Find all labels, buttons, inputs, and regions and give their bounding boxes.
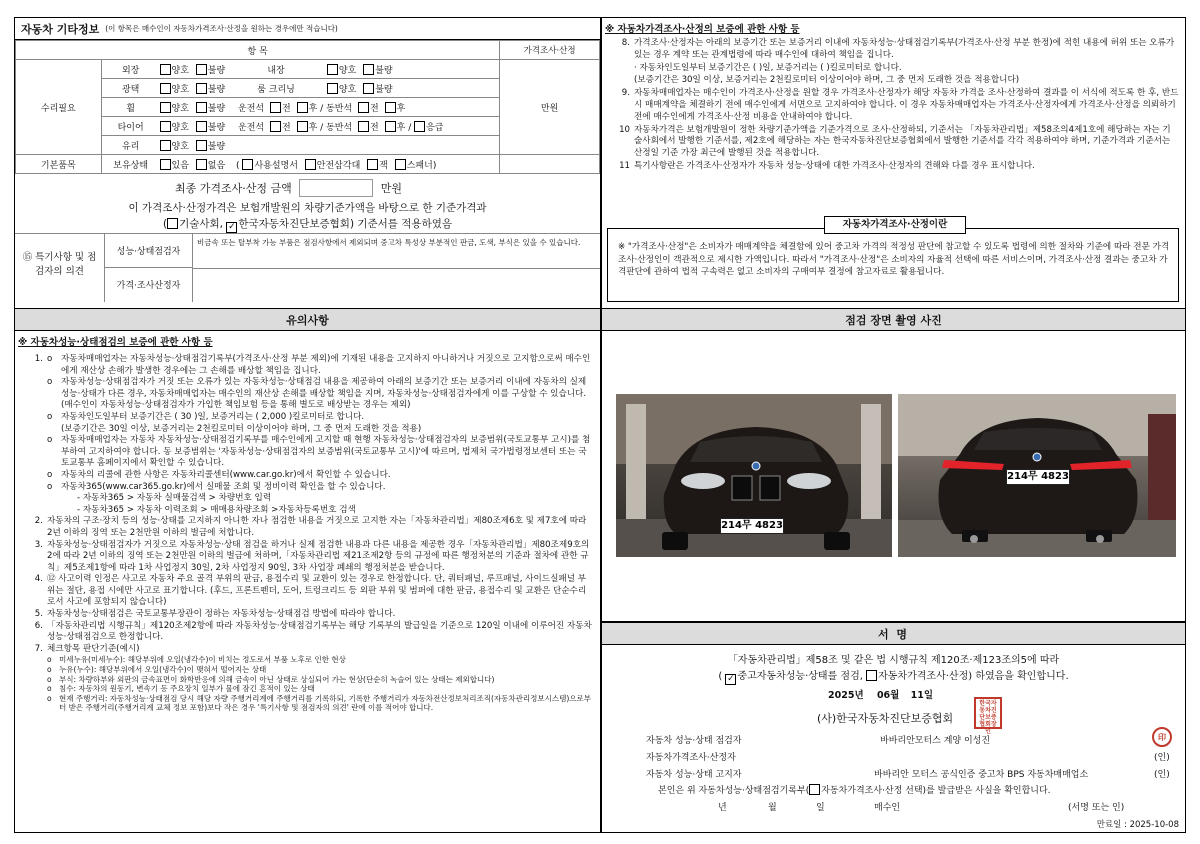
- triangle-checkbox[interactable]: [305, 159, 316, 170]
- sig-buyer-sign: (서명 또는 인): [1068, 803, 1125, 813]
- final-price-row: [175, 179, 402, 197]
- sig-statement-2: ( ✓ 중고자동차성능·상태를 점검, 자동차가격조사·산정) 하였음을 확인합니다.: [718, 671, 1069, 684]
- notice-item-1-line: [47, 412, 594, 424]
- tire-pass-front-checkbox[interactable]: [358, 121, 369, 132]
- notice-item-number: 3.: [34, 539, 43, 550]
- criteria-item: [47, 675, 594, 685]
- room-bad-label: 불량: [375, 84, 393, 95]
- final-price-block: [15, 174, 600, 234]
- sig-date-day: 11일: [910, 690, 934, 701]
- sig-opt-price-checkbox[interactable]: [866, 670, 877, 681]
- glass-good-checkbox[interactable]: [160, 140, 171, 151]
- basis-tail: 기준서를 적용하였음: [357, 218, 452, 230]
- notice-item-text: 「자동차관리법 시행규칙」제120조제2항에 따라 자동차성능·상태점검기록부는 해당 기록부의 발급일을 기준으로 120일 이내에 이루어진 자동차 성능·상태점검으로 한정합니다.: [47, 620, 592, 643]
- sig-notifier-value: 바바리안 모터스 공식인증 중고차 BPS 자동차매매업소: [874, 770, 1089, 780]
- signature-panel: [601, 622, 1186, 833]
- possession-label: 보유상태: [113, 160, 149, 171]
- basic-have-label: 있음: [171, 160, 189, 171]
- basis-line: 이 가격조사·산정가격은 보험개발원의 차량기준가액을 바탕으로 한 기준가격과: [128, 202, 487, 214]
- interior-good-checkbox[interactable]: [327, 64, 338, 75]
- notice-bullet: [47, 424, 61, 436]
- wheel-good-checkbox[interactable]: [160, 102, 171, 113]
- notice-bullet: o: [47, 411, 53, 422]
- notice-item: [29, 609, 594, 621]
- perf-inspector-note: 비금속 또는 탈부착 가능 부품은 점검사항에서 제외되며 중고차 특성상 부분적인 판금, 도색, 부식은 있을 수 있습니다.: [197, 238, 581, 247]
- notice-item-number: 2.: [34, 516, 43, 527]
- tire-good-label: 양호: [171, 122, 189, 133]
- other-info-title: 자동차 기타정보: [21, 22, 100, 36]
- notice-item-1-text: 자동차인도일부터 보증기간은 ( 30 )일, 보증거리는 ( 2,000 )킬로미터로 합니다.: [61, 411, 365, 422]
- row-basic: 보유상태 있음 없음 ( 사용설명서 안전삼각대 잭 스패너): [101, 155, 500, 174]
- gloss-good-label: 양호: [171, 84, 189, 95]
- row-glass: [101, 136, 500, 155]
- price-warranty-item: [608, 125, 1179, 160]
- sig-statement-1: 「자동차관리법」제58조 및 같은 법 시행규칙 제120조·제123조의5에 따라: [727, 655, 1060, 666]
- interior-label: 내장: [267, 65, 285, 76]
- price-warranty-item-text: 자동차매매업자는 매수인이 가격조사·산정을 원할 경우 가격조사·산정자가 해당 자동차 가격을 조사·산정하여 결과를 이 서식에 적도록 한 후, 반드시 매매계약을 체결하기 전에 매수인에게 서면으로 고지하여야 합니다. 이 경우 자동차매매업자는 가격조사·산정자에게 가격조사·산정을 의뢰하기 전에 매수인에게 가격조사·산정 비용을 안내하여야 합니다.: [634, 88, 1179, 122]
- sig-opt-inspection-checkbox[interactable]: ✓: [727, 674, 735, 684]
- special-block: [15, 234, 600, 302]
- rear-plate: 214무 4823: [1006, 469, 1070, 485]
- row-tire: 타이어 양호 불량 운전석 전 후 / 동반석 전 후 / 응급: [101, 117, 500, 136]
- wheel-rear-label: 후: [308, 103, 318, 114]
- price-warranty-item-number: 11: [619, 160, 630, 171]
- glass-bad-checkbox[interactable]: [196, 140, 207, 151]
- glass-good-label: 양호: [171, 141, 189, 152]
- basic-none-label: 없음: [207, 160, 226, 171]
- price-warranty-item-number: [608, 75, 634, 87]
- other-info-note: (이 항목은 매수인이 자동차가격조사·산정을 원하는 경우에만 적습니다): [105, 24, 338, 33]
- gloss-bad-label: 불량: [207, 84, 226, 95]
- price-warranty-title: ※ 자동차가격조사·산정의 보증에 관한 사항 등: [605, 24, 800, 35]
- notice-title: ※ 자동차성능·상태점검의 보증에 관한 사항 등: [18, 337, 213, 348]
- gloss-good-checkbox[interactable]: [160, 83, 171, 94]
- price-warranty-item-text: (보증기간은 30일 이상, 보증거리는 2천킬로미터 이상이어야 하며, 그 중 먼저 도래한 것을 적용합니다): [634, 75, 1020, 86]
- sig-expiry: 만료일 : 2025-10-08: [1096, 820, 1179, 830]
- sig-opt-price-label: 자동차가격조사·산정): [878, 671, 973, 682]
- notice-item-number: 5.: [34, 609, 43, 620]
- sig-buyer-label: 매수인: [874, 803, 901, 813]
- criteria-text: 누유(누수): 해당부위에서 오일(냉각수)이 맺혀서 떨어지는 상태: [59, 665, 267, 675]
- notice-item-text: ⑫ 사고이력 인정은 사고로 자동차 주요 골격 부위의 판금, 용접수리 및 교환이 있는 경우로 한정합니다. 단, 쿼터패널, 루프패널, 사이드실패널 부위는 절단, 용접 시에만 사고로 표기합니다. (후드, 프론트펜더, 도어, 트렁크리드 등 외판 부위 및 범퍼에 대한 판금, 용접수리 및 교환은 단순수리로서 사고에 포함되지 않습니다): [47, 574, 587, 608]
- sig-date-year: 2025년: [828, 690, 864, 701]
- tire-rear-label: 후: [308, 122, 318, 133]
- gloss-bad-checkbox[interactable]: [196, 83, 207, 94]
- wheel-good-label: 양호: [171, 103, 189, 114]
- notice-item-number: 6.: [34, 620, 43, 631]
- notice-item-1-lines: [47, 354, 594, 493]
- unit-man: 만원: [500, 60, 600, 155]
- final-price-unit: 만원: [380, 182, 403, 195]
- notice-bullet: o: [47, 354, 53, 364]
- sig-row-inspector: [646, 733, 1171, 746]
- other-info-header: [15, 18, 600, 40]
- interior-good-label: 양호: [338, 65, 357, 76]
- price-warranty-item: [608, 38, 1179, 62]
- criteria-bullet: o: [47, 684, 52, 694]
- front-car-photo: [616, 394, 892, 557]
- sig-notifier-label: 자동차 성능·상태 고지자: [646, 770, 742, 780]
- price-warranty-panel: [601, 17, 1186, 310]
- price-warranty-item: [608, 63, 1179, 75]
- basis-kaida-checkbox[interactable]: ✓: [228, 222, 236, 232]
- price-warranty-item-text: · 자동차인도일부터 보증기간은 ( )일, 보증거리는 ( )킬로미터로 합니다.: [634, 62, 902, 73]
- price-warranty-item-number: 9.: [621, 88, 630, 99]
- sig-row-price: [646, 750, 1171, 763]
- basis-kaida-label: 한국자동차진단보증협회: [238, 218, 350, 230]
- wheel-bad-checkbox[interactable]: [196, 102, 207, 113]
- notice-bullet: o: [47, 377, 53, 388]
- tire-driver-label: 운전석: [238, 122, 265, 133]
- notice-item-text: 체크항목 판단기준(예시): [47, 643, 140, 654]
- notice-body: [15, 348, 600, 713]
- interior-bad-label: 불량: [375, 65, 393, 76]
- sig-org-stamp: 한국자동차진단보증협회장인: [974, 697, 1002, 729]
- spanner-checkbox[interactable]: [395, 159, 406, 170]
- wheel-pass-rear-checkbox[interactable]: [385, 102, 396, 113]
- notice-item: [29, 574, 594, 609]
- tire-emergency-label: 응급: [426, 122, 444, 133]
- wheel-label: 휠: [126, 103, 135, 114]
- sig-row-notifier: [646, 767, 1171, 780]
- price-warranty-items: [602, 35, 1185, 173]
- price-warranty-item-text: 자동차가격은 보험개발원이 정한 차량기준가액을 기준가격으로 조사·산정하되, 기준서는 「자동차관리법」제58조의4제1호에 해당하는 자는 기술사회에서 발행한 기준서를, 제2호에 해당하는 자는 한국자동차진단보증협회에서 발행한 기준서를 각각 적용하여야 하며, 기준가격과 기준서는 산정일 기준 가장 최근에 발행된 것을 적용합니다.: [634, 124, 1171, 159]
- sig-inspector-label: 자동차 성능·상태 점검자: [646, 736, 742, 746]
- notice-item-1-text: 자동차매매업자는 자동차 자동차성능·상태점검기록부를 매수인에게 고지할 때 현행 자동차성능·상태점검자의 보증범위(국토교통부 고시)를 첨부하여 고지하여야 합니다. 동 보증범위는 '자동차성능·상태점검자의 보증범위(국토교통부 고시)'에 따르며, 법제처 국가법령정보센터 또는 국토교통부 홈페이지에서 확인할 수 있습니다.: [61, 435, 591, 469]
- exterior-bad-checkbox[interactable]: [196, 64, 207, 75]
- notice-path-2: - 자동차365 > 자동차 이력조회 > 매매용차량조회 >자동차등록번호 검색: [77, 504, 356, 515]
- manual-checkbox[interactable]: [242, 159, 253, 170]
- price-definition-box: [607, 228, 1179, 302]
- basis-options: ( 기술사회, ✓ 한국자동차진단보증협회) 기준서를 적용하였음: [162, 218, 452, 232]
- tire-pass-rear-label: 후: [396, 122, 406, 133]
- notice-item-number: 4.: [34, 574, 43, 585]
- notice-bullet: o: [47, 469, 53, 480]
- notice-item-1-line: [47, 435, 594, 470]
- notice-item-1-line: [47, 482, 594, 494]
- notice-item-text: 자동차성능·상태점검은 국토교통부장관이 정하는 자동차성능·상태점검 방법에 따라야 합니다.: [47, 609, 396, 620]
- photo-header: 점검 장면 촬영 사진: [602, 309, 1185, 331]
- basis-engineer-label: 기술사회: [179, 218, 220, 230]
- tire-emergency-checkbox[interactable]: [414, 121, 425, 132]
- tire-bad-label: 불량: [207, 122, 226, 133]
- tire-label: 타이어: [117, 122, 144, 133]
- notice-bullet: o: [47, 435, 53, 446]
- notice-item: [29, 540, 594, 575]
- row-wheel: [101, 98, 500, 117]
- room-clean-label: 룸 크리닝: [257, 84, 295, 95]
- wheel-pass-front-checkbox[interactable]: [358, 102, 369, 113]
- room-bad-checkbox[interactable]: [363, 83, 374, 94]
- glass-bad-label: 불량: [207, 141, 226, 152]
- sig-notifier-seal: (인): [1154, 770, 1170, 780]
- sig-org: (사)한국자동차진단보증협회: [817, 712, 954, 725]
- tire-passenger-label: / 동반석: [320, 122, 353, 133]
- price-warranty-item-number: 8.: [621, 38, 630, 48]
- notice-criteria: [29, 655, 594, 713]
- triangle-label: 안전삼각대: [316, 160, 361, 171]
- wheel-driver-label: 운전석: [238, 103, 265, 114]
- notice-item-1-number: 1.: [34, 354, 43, 364]
- notice-item-1-text: 자동차의 리콜에 관한 사항은 자동차리콜센터(www.car.go.kr)에서 확인할 수 있습니다.: [61, 469, 391, 480]
- notice-item-1-line: [47, 377, 594, 412]
- interior-bad-checkbox[interactable]: [363, 64, 374, 75]
- notice-item: [29, 621, 594, 644]
- sig-buyer-year: 년: [718, 803, 727, 813]
- price-warranty-item-number: 10: [619, 124, 630, 135]
- spanner-label: 스패너: [406, 160, 433, 171]
- tire-driver-front-checkbox[interactable]: [270, 121, 281, 132]
- rear-car-photo: [898, 394, 1176, 557]
- tire-good-checkbox[interactable]: [160, 121, 171, 132]
- criteria-text: 침수: 자동차의 원동기, 변속기 등 주요장치 일부가 물에 잠긴 흔적이 있는 상태: [59, 684, 315, 694]
- final-price-label: 최종 가격조사·산정 금액: [175, 182, 292, 195]
- wheel-pass-front-label: 전: [370, 103, 379, 114]
- exterior-bad-label: 불량: [207, 65, 226, 76]
- glass-label: 유리: [121, 141, 140, 152]
- notice-bullet: o: [47, 481, 53, 492]
- front-plate: 214무 4823: [720, 518, 784, 534]
- sig-date: [828, 687, 933, 701]
- sig-price-seal: (인): [1154, 753, 1170, 763]
- tire-pass-rear-checkbox[interactable]: [385, 121, 396, 132]
- jack-label: 잭: [379, 160, 388, 171]
- tire-driver-rear-checkbox[interactable]: [297, 121, 308, 132]
- special-label: ⑮ 특기사항 및 점검자의 의견: [15, 234, 105, 302]
- col-price-header: 가격조사·산정: [500, 41, 600, 60]
- price-warranty-item-number: [608, 63, 634, 75]
- notice-item-1-line: [47, 424, 594, 436]
- sig-confirm: [658, 783, 1051, 796]
- basis-engineer-checkbox[interactable]: [167, 218, 178, 229]
- other-info-table: [15, 40, 600, 174]
- price-warranty-item: [608, 75, 1179, 87]
- row-gloss: [101, 79, 500, 98]
- wheel-passenger-label: / 동반석: [320, 103, 353, 114]
- notice-item-1-line: [47, 470, 594, 482]
- tire-front-label: 전: [282, 122, 291, 133]
- sig-confirm-checkbox[interactable]: [809, 784, 820, 795]
- criteria-bullet: o: [47, 674, 52, 684]
- sig-buyer-month: 월: [768, 803, 777, 813]
- price-definition-title: 자동차가격조사·산정이란: [824, 216, 966, 234]
- price-warranty-item-text: 가격조사·산정자는 아래의 보증기간 또는 보증거리 이내에 자동차성능·상태점검기록부(가격조사·산정 부분 한정)에 적힌 내용에 허위 또는 오류가 있는 경우 계약 또는 관계법령에 따라 매수인에 대하여 책임을 집니다.: [634, 38, 1175, 60]
- notice-items: [29, 516, 594, 655]
- tire-bad-checkbox[interactable]: [196, 121, 207, 132]
- col-item-header: 항 목: [16, 41, 500, 60]
- repair-label: 수리필요: [16, 60, 102, 155]
- price-warranty-item-text: 특기사항란은 가격조사·산정자가 자동차 성능·상태에 대한 가격조사·산정자의 견해와 다를 경우 표시합니다.: [634, 160, 1035, 171]
- wheel-pass-rear-label: 후: [396, 103, 406, 114]
- notice-item-1-text: 자동차매매업자는 자동차성능·상태점검기록부(가격조사·산정 부분 제외)에 기재된 내용을 고지하지 아니하거나 거짓으로 고지함으로써 매수인에게 재산상 손해가 발생한 경우에는 그 손해를 배상할 책임을 집니다.: [61, 354, 591, 376]
- sig-price-label: 자동차가격조사·산정자: [646, 753, 736, 763]
- row-exterior: [101, 60, 500, 79]
- criteria-text: 미세누유(미세누수): 해당부위에 오일(냉각수)이 비치는 정도로서 부품 노후로 인한 현상: [59, 655, 346, 665]
- wheel-front-label: 전: [282, 103, 291, 114]
- wheel-driver-rear-checkbox[interactable]: [297, 102, 308, 113]
- notice-item-1-text: 자동차성능·상태점검자가 거짓 또는 오류가 있는 자동차성능·상태점검 내용을 제공하여 아래의 보증기간 또는 보증거리 이내에 자동차의 실제 성능·상태가 다른 경우, 자동차매매업자는 매수인의 재산상 손해를 배상할 책임을 지며, 자동차성능·상태점검자에게 이를 구상할 수 있습니다.(매수인이 자동차성능·상태점검자가 가입한 책임보험 등을 통해 별도로 배상받는 경우는 제외): [61, 377, 587, 411]
- price-definition-text: ※ "가격조사·산정"은 소비자가 매매계약을 체결함에 있어 중고차 가격의 적정성 판단에 참고할 수 있도록 법령에 의한 절차와 기준에 따라 전문 가격조사·산정인이 객관적으로 제시한 가액입니다. 따라서 "가격조사·산정"은 소비자의 자율적 선택에 따른 서비스이며, 가격조사·산정 결과는 중고차 가격판단에 관하여 법적 구속력은 없고 소비자의 구매여부 결정에 참고자료로 활용됩니다.: [618, 242, 1170, 277]
- perf-inspector-label: 성능·상태점검자: [105, 234, 193, 268]
- criteria-bullet: o: [47, 665, 52, 675]
- room-good-label: 양호: [338, 84, 357, 95]
- exterior-good-checkbox[interactable]: [160, 64, 171, 75]
- notice-item-1-text: 자동차365(www.car365.go.kr)에서 실매물 조회 및 정비이력 확인을 할 수 있습니다.: [61, 481, 386, 492]
- manual-label: 사용설명서: [254, 160, 298, 171]
- sig-statement-tail: 하였음을 확인합니다.: [975, 671, 1069, 682]
- criteria-text: 부식: 차량하부와 외판의 금속표면이 화학반응에 의해 금속이 아닌 상태로 상실되어 가는 현상(단순히 녹슬어 있는 상태는 제외합니다): [59, 674, 495, 684]
- criteria-item: [47, 665, 594, 675]
- sig-opt-inspection-label: 중고자동차성능·상태를 점검,: [737, 671, 863, 682]
- criteria-bullet: o: [47, 693, 52, 703]
- criteria-text: 현재 주행거리: 자동차성능·상태점검 당시 해당 자량 주행거리계에 주행거리를 기록하되, 기록한 주행거리가 자동차전산정보처리조직(자동차관리정보시스템)으로부터 받은 주행거리(주행거리계 교체 정보 포함)보다 작은 경우 '특기사항 및 점검자의 의견' 란에 이를 적어야 합니다.: [59, 693, 592, 713]
- sig-confirm-b: 자동차가격조사·산정 선택)를 발급받은 사실을 확인합니다.: [821, 786, 1051, 796]
- wheel-driver-front-checkbox[interactable]: [270, 102, 281, 113]
- tire-pass-front-label: 전: [370, 122, 379, 133]
- price-warranty-item: [608, 88, 1179, 123]
- criteria-item: [47, 655, 594, 665]
- sig-inspector-seal-icon: 印: [1152, 727, 1172, 747]
- sig-date-month: 06월: [876, 690, 900, 701]
- sig-inspector-value: 바바리안모터스 계양 이성진: [880, 736, 991, 746]
- notice-item-text: 자동차의 구조·장치 등의 성능·상태를 고지하지 아니한 자나 점검한 내용을 거짓으로 고지한 자는「자동차관리법」제80조제6호 및 제7호에 따라 2년 이하의 징역 또는 2천만원 이하의 벌금에 처합니다.: [47, 516, 587, 538]
- room-good-checkbox[interactable]: [327, 83, 338, 94]
- final-price-input[interactable]: [299, 179, 373, 197]
- criteria-bullet: o: [47, 655, 52, 665]
- notice-panel: [14, 308, 601, 833]
- sig-buyer-day: 일: [816, 803, 825, 813]
- notice-item-1-line: [47, 354, 594, 377]
- notice-item-1-text: (보증기간은 30일 이상, 보증거리는 2천킬로미터 이상이어야 하며, 그 중 먼저 도래한 것을 적용): [61, 423, 422, 434]
- basic-price-cell: [500, 155, 600, 174]
- notice-header: 유의사항: [15, 309, 600, 331]
- criteria-item: [47, 684, 594, 694]
- other-info-panel: [14, 17, 601, 310]
- notice-item: [29, 516, 594, 539]
- wheel-bad-label: 불량: [207, 103, 226, 114]
- gloss-label: 광택: [121, 84, 140, 95]
- exterior-label: 외장: [121, 65, 140, 76]
- exterior-good-label: 양호: [171, 65, 189, 76]
- notice-item-text: 자동차성능·상태점검자가 거짓으로 자동차성능·상태 점검을 하거나 실제 점검한 내용과 다른 내용을 제공한 경우「자동차관리법」제80조제9호의2에 따라 2년 이하의 징역 또는 2천만원 이하의 벌금에 처하며,「자동차관리법 제21조제2항 등의 규정에 따른 행정처분의 기준과 절차에 관한 규칙」제5조제1항에 따라 1차 사업정지 30일, 2차 사업정지 90일, 3차 사업장 폐쇄의 행정처분을 받습니다.: [47, 539, 590, 573]
- criteria-item: [47, 694, 594, 713]
- notice-item: [29, 644, 594, 656]
- basic-have-checkbox[interactable]: [160, 159, 171, 170]
- basic-none-checkbox[interactable]: [196, 159, 207, 170]
- sig-confirm-a: 본인은 위 자동차성능·상태점검기록부(: [658, 786, 810, 796]
- photo-panel: [601, 308, 1186, 622]
- notice-path-1: - 자동차365 > 자동차 실매물검색 > 차량번호 입력: [77, 493, 272, 504]
- jack-checkbox[interactable]: [367, 159, 378, 170]
- signature-header: 서 명: [602, 623, 1185, 645]
- basic-label: 기본품목: [16, 155, 102, 174]
- price-inspector-label: 가격·조사산정자: [105, 268, 193, 302]
- price-warranty-item: [608, 161, 1179, 173]
- notice-item-number: 7.: [34, 643, 43, 654]
